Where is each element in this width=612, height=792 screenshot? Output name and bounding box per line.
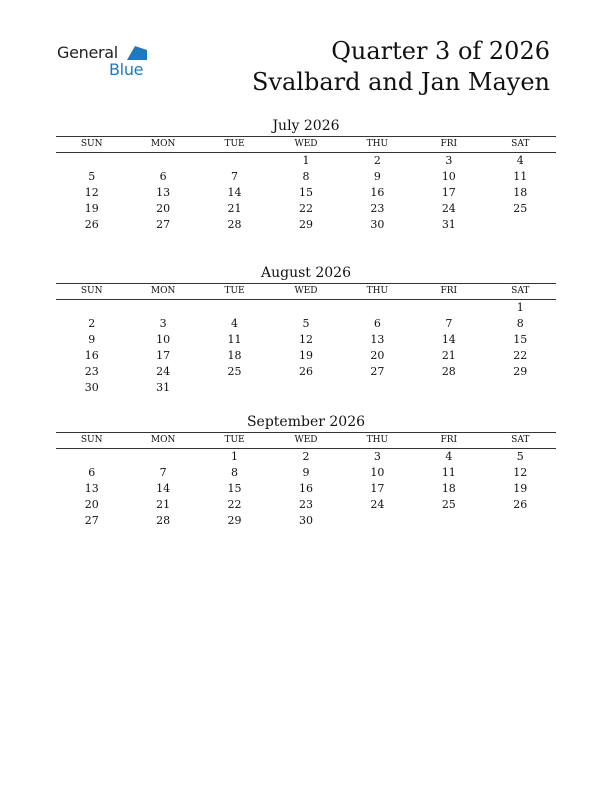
day-cell: 2: [88, 317, 96, 330]
day-cell: 3: [373, 450, 381, 463]
day-cell: 3: [159, 317, 167, 330]
weekday-header: TUE: [199, 433, 270, 449]
weekday-header: SAT: [485, 284, 556, 300]
day-cell: 5: [302, 317, 310, 330]
weekday-header: WED: [270, 137, 341, 153]
week-row: [56, 169, 556, 185]
day-cell: 4: [231, 317, 239, 330]
day-cell: [485, 217, 556, 233]
month-title: July 2026: [272, 118, 340, 134]
weekday-header: FRI: [413, 137, 484, 153]
day-cell: [127, 449, 198, 466]
day-cell: 23: [84, 365, 99, 378]
day-cell: 11: [441, 466, 456, 479]
week-row: [56, 481, 556, 497]
weekday-header: WED: [270, 284, 341, 300]
calendar-grid: [56, 432, 556, 529]
day-cell: 16: [370, 186, 385, 199]
day-cell: [413, 380, 484, 396]
day-cell: 28: [227, 218, 242, 231]
weekday-header: TUE: [199, 137, 270, 153]
month-title: September 2026: [246, 414, 366, 430]
day-cell: 1: [302, 154, 310, 167]
day-cell: 26: [513, 498, 528, 511]
day-cell: 22: [298, 202, 313, 215]
day-cell: 11: [513, 170, 528, 183]
day-cell: [270, 300, 341, 317]
day-cell: 12: [513, 466, 528, 479]
day-cell: 19: [298, 349, 313, 362]
day-cell: [342, 300, 413, 317]
day-cell: 11: [227, 333, 242, 346]
day-cell: 25: [227, 365, 242, 378]
day-cell: [342, 380, 413, 396]
week-row: [56, 332, 556, 348]
week-row: [56, 316, 556, 332]
day-cell: 20: [370, 349, 385, 362]
calendar-grid: [56, 136, 556, 233]
month-title: August 2026: [261, 265, 351, 281]
day-cell: [485, 380, 556, 396]
day-cell: 31: [441, 218, 456, 231]
day-cell: 28: [156, 514, 171, 527]
day-cell: 27: [370, 365, 385, 378]
week-row: [56, 449, 556, 466]
day-cell: 27: [84, 514, 99, 527]
day-cell: 4: [516, 154, 524, 167]
day-cell: 24: [441, 202, 456, 215]
week-row: [56, 364, 556, 380]
day-cell: [56, 300, 127, 317]
day-cell: 25: [513, 202, 528, 215]
day-cell: 2: [302, 450, 310, 463]
logo-general-text: General: [57, 43, 118, 62]
month-august: [56, 263, 556, 396]
weekday-header: WED: [270, 433, 341, 449]
month-september: [56, 412, 556, 529]
day-cell: 14: [227, 186, 242, 199]
day-cell: 17: [370, 482, 385, 495]
day-cell: [413, 300, 484, 317]
day-cell: 9: [302, 466, 310, 479]
day-cell: [56, 449, 127, 466]
day-cell: 18: [441, 482, 456, 495]
day-cell: 5: [88, 170, 96, 183]
day-cell: 16: [84, 349, 99, 362]
generalblue-logo: [57, 43, 157, 83]
day-cell: 16: [298, 482, 313, 495]
day-cell: [270, 380, 341, 396]
day-cell: [199, 300, 270, 317]
day-cell: 20: [84, 498, 99, 511]
week-row: [56, 185, 556, 201]
weekday-header: SAT: [485, 137, 556, 153]
day-cell: 18: [227, 349, 242, 362]
day-cell: 10: [370, 466, 385, 479]
weekday-header: SUN: [56, 433, 127, 449]
weekday-header: SUN: [56, 137, 127, 153]
day-cell: 13: [84, 482, 99, 495]
day-cell: 2: [373, 154, 381, 167]
weekday-header: THU: [342, 433, 413, 449]
week-row: [56, 380, 556, 396]
day-cell: 30: [298, 514, 313, 527]
day-cell: [485, 513, 556, 529]
day-cell: 29: [298, 218, 313, 231]
day-cell: 27: [156, 218, 171, 231]
logo-blue-text: Blue: [109, 60, 144, 79]
day-cell: 15: [513, 333, 528, 346]
weekday-header: FRI: [413, 284, 484, 300]
weekday-header: SAT: [485, 433, 556, 449]
day-cell: 4: [445, 450, 453, 463]
day-cell: 5: [516, 450, 524, 463]
day-cell: 26: [84, 218, 99, 231]
day-cell: 17: [441, 186, 456, 199]
day-cell: 9: [88, 333, 96, 346]
calendar-grid: [56, 283, 556, 396]
weekday-header: THU: [342, 284, 413, 300]
title-region: Svalbard and Jan Mayen: [252, 68, 550, 96]
day-cell: 23: [298, 498, 313, 511]
day-cell: 6: [88, 466, 96, 479]
day-cell: 22: [513, 349, 528, 362]
day-cell: 18: [513, 186, 528, 199]
day-cell: 24: [370, 498, 385, 511]
day-cell: 28: [441, 365, 456, 378]
day-cell: 21: [441, 349, 456, 362]
day-cell: 7: [159, 466, 167, 479]
day-cell: 15: [227, 482, 242, 495]
weekday-header: THU: [342, 137, 413, 153]
day-cell: 1: [231, 450, 239, 463]
day-cell: 7: [445, 317, 453, 330]
day-cell: 13: [156, 186, 171, 199]
day-cell: [127, 153, 198, 170]
day-cell: 10: [156, 333, 171, 346]
day-cell: 19: [513, 482, 528, 495]
week-row: [56, 201, 556, 217]
day-cell: 8: [302, 170, 310, 183]
day-cell: 19: [84, 202, 99, 215]
day-cell: 12: [298, 333, 313, 346]
week-row: [56, 497, 556, 513]
day-cell: 31: [156, 381, 171, 394]
day-cell: 29: [227, 514, 242, 527]
day-cell: [127, 300, 198, 317]
weekday-header: SUN: [56, 284, 127, 300]
day-cell: 1: [516, 301, 524, 314]
day-cell: 10: [441, 170, 456, 183]
day-cell: 8: [516, 317, 524, 330]
day-cell: 3: [445, 154, 453, 167]
day-cell: 23: [370, 202, 385, 215]
day-cell: [199, 380, 270, 396]
day-cell: 30: [84, 381, 99, 394]
month-july: [56, 116, 556, 233]
day-cell: 7: [231, 170, 239, 183]
day-cell: [342, 513, 413, 529]
day-cell: 21: [156, 498, 171, 511]
day-cell: [56, 153, 127, 170]
logo-flag-icon: [127, 46, 147, 60]
day-cell: 12: [84, 186, 99, 199]
day-cell: [199, 153, 270, 170]
week-row: [56, 465, 556, 481]
week-row: [56, 153, 556, 170]
day-cell: 30: [370, 218, 385, 231]
page-title: [252, 36, 550, 98]
day-cell: 6: [159, 170, 167, 183]
day-cell: 6: [373, 317, 381, 330]
weekday-header: TUE: [199, 284, 270, 300]
day-cell: 21: [227, 202, 242, 215]
day-cell: 20: [156, 202, 171, 215]
day-cell: 22: [227, 498, 242, 511]
day-cell: 14: [156, 482, 171, 495]
day-cell: 13: [370, 333, 385, 346]
weekday-header: FRI: [413, 433, 484, 449]
weekday-header: MON: [127, 433, 198, 449]
day-cell: 8: [231, 466, 239, 479]
week-row: [56, 217, 556, 233]
title-quarter: Quarter 3 of 2026: [331, 37, 550, 65]
day-cell: 17: [156, 349, 171, 362]
week-row: [56, 513, 556, 529]
week-row: [56, 348, 556, 364]
day-cell: 25: [441, 498, 456, 511]
day-cell: 14: [441, 333, 456, 346]
day-cell: 24: [156, 365, 171, 378]
weekday-header: MON: [127, 284, 198, 300]
day-cell: 9: [373, 170, 381, 183]
day-cell: 15: [298, 186, 313, 199]
day-cell: 29: [513, 365, 528, 378]
week-row: [56, 300, 556, 317]
day-cell: 26: [298, 365, 313, 378]
day-cell: [413, 513, 484, 529]
weekday-header: MON: [127, 137, 198, 153]
